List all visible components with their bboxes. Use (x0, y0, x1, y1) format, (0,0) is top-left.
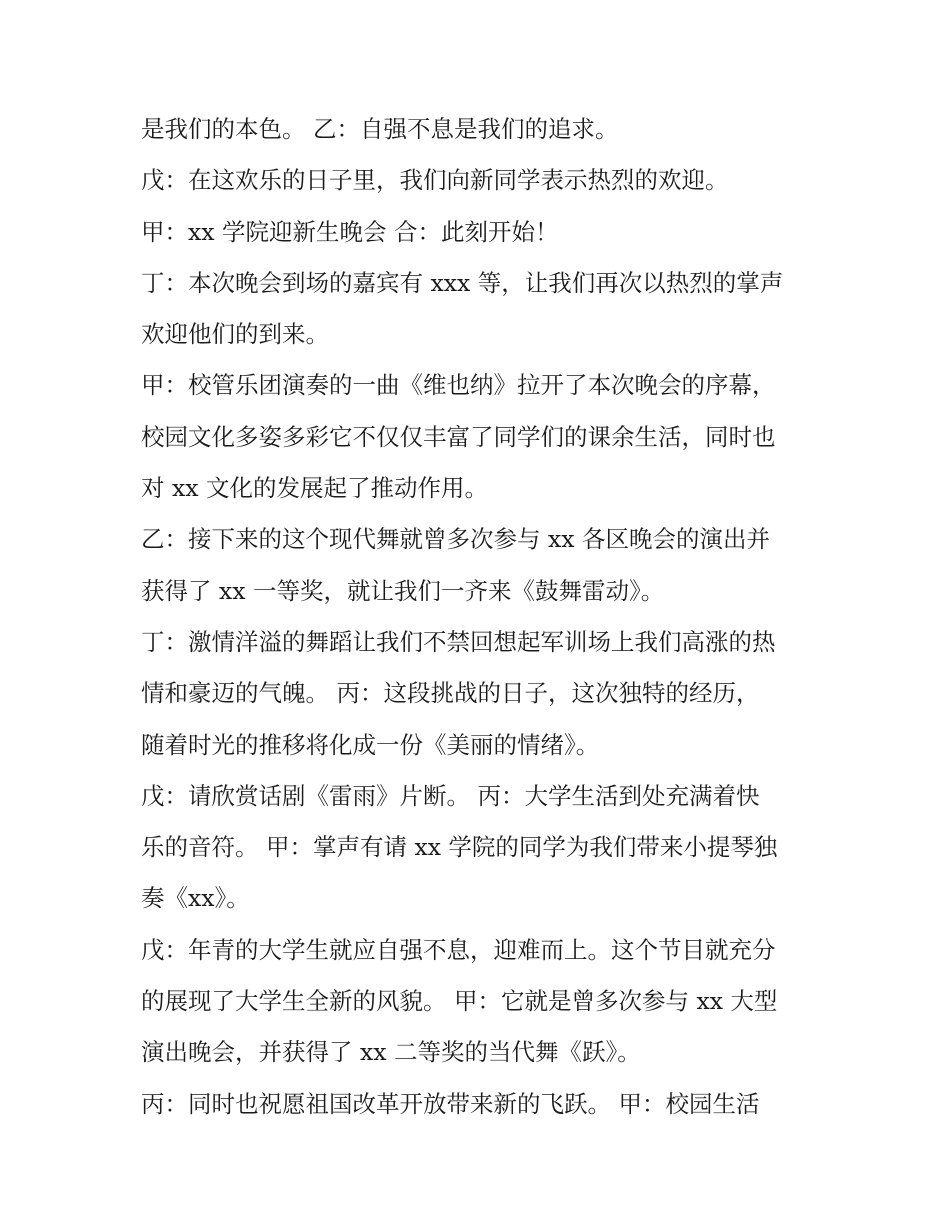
document-body (141, 104, 821, 1130)
text-line: 丙：同时也祝愿祖国改革开放带来新的飞跃。 甲：校园生活 (141, 1089, 760, 1118)
text-line: 戊：请欣赏话剧《雷雨》片断。 丙：大学生活到处充满着快 (141, 781, 760, 810)
text-line: 丁：激情洋溢的舞蹈让我们不禁回想起军训场上我们高涨的热 (141, 627, 776, 656)
text-line: 对 xx 文化的发展起了推动作用。 (141, 474, 488, 503)
text-line: 欢迎他们的到来。 (141, 320, 329, 349)
text-line: 丁：本次晚会到场的嘉宾有 xxx 等，让我们再次以热烈的掌声 (141, 268, 784, 297)
text-line: 获得了 xx 一等奖，就让我们一齐来《鼓舞雷动》。 (141, 576, 665, 605)
text-line: 甲：xx 学院迎新生晚会 合：此刻开始！ (141, 217, 559, 246)
text-line: 随着时光的推移将化成一份《美丽的情绪》。 (141, 730, 600, 759)
text-line: 乙：接下来的这个现代舞就曾多次参与 xx 各区晚会的演出并 (141, 525, 770, 554)
text-line: 戊：在这欢乐的日子里，我们向新同学表示热烈的欢迎。 (141, 166, 729, 195)
text-line: 演出晚会，并获得了 xx 二等奖的当代舞《跃》。 (141, 1038, 641, 1067)
text-line: 校园文化多姿多彩它不仅仅丰富了同学们的课余生活，同时也 (141, 422, 776, 451)
text-line: 是我们的本色。 乙：自强不息是我们的追求。 (141, 115, 619, 143)
text-line: 甲：校管乐团演奏的一曲《维也纳》拉开了本次晚会的序幕， (141, 371, 776, 400)
text-line: 的展现了大学生全新的风貌。 甲：它就是曾多次参与 xx 大型 (141, 987, 778, 1016)
text-line: 奏《xx》。 (141, 884, 250, 913)
text-line: 乐的音符。 甲：掌声有请 xx 学院的同学为我们带来小提琴独 (141, 833, 778, 862)
text-line: 戊：年青的大学生就应自强不息，迎难而上。这个节目就充分 (141, 935, 776, 964)
text-line: 情和豪迈的气魄。 丙：这段挑战的日子，这次独特的经历， (141, 679, 760, 708)
